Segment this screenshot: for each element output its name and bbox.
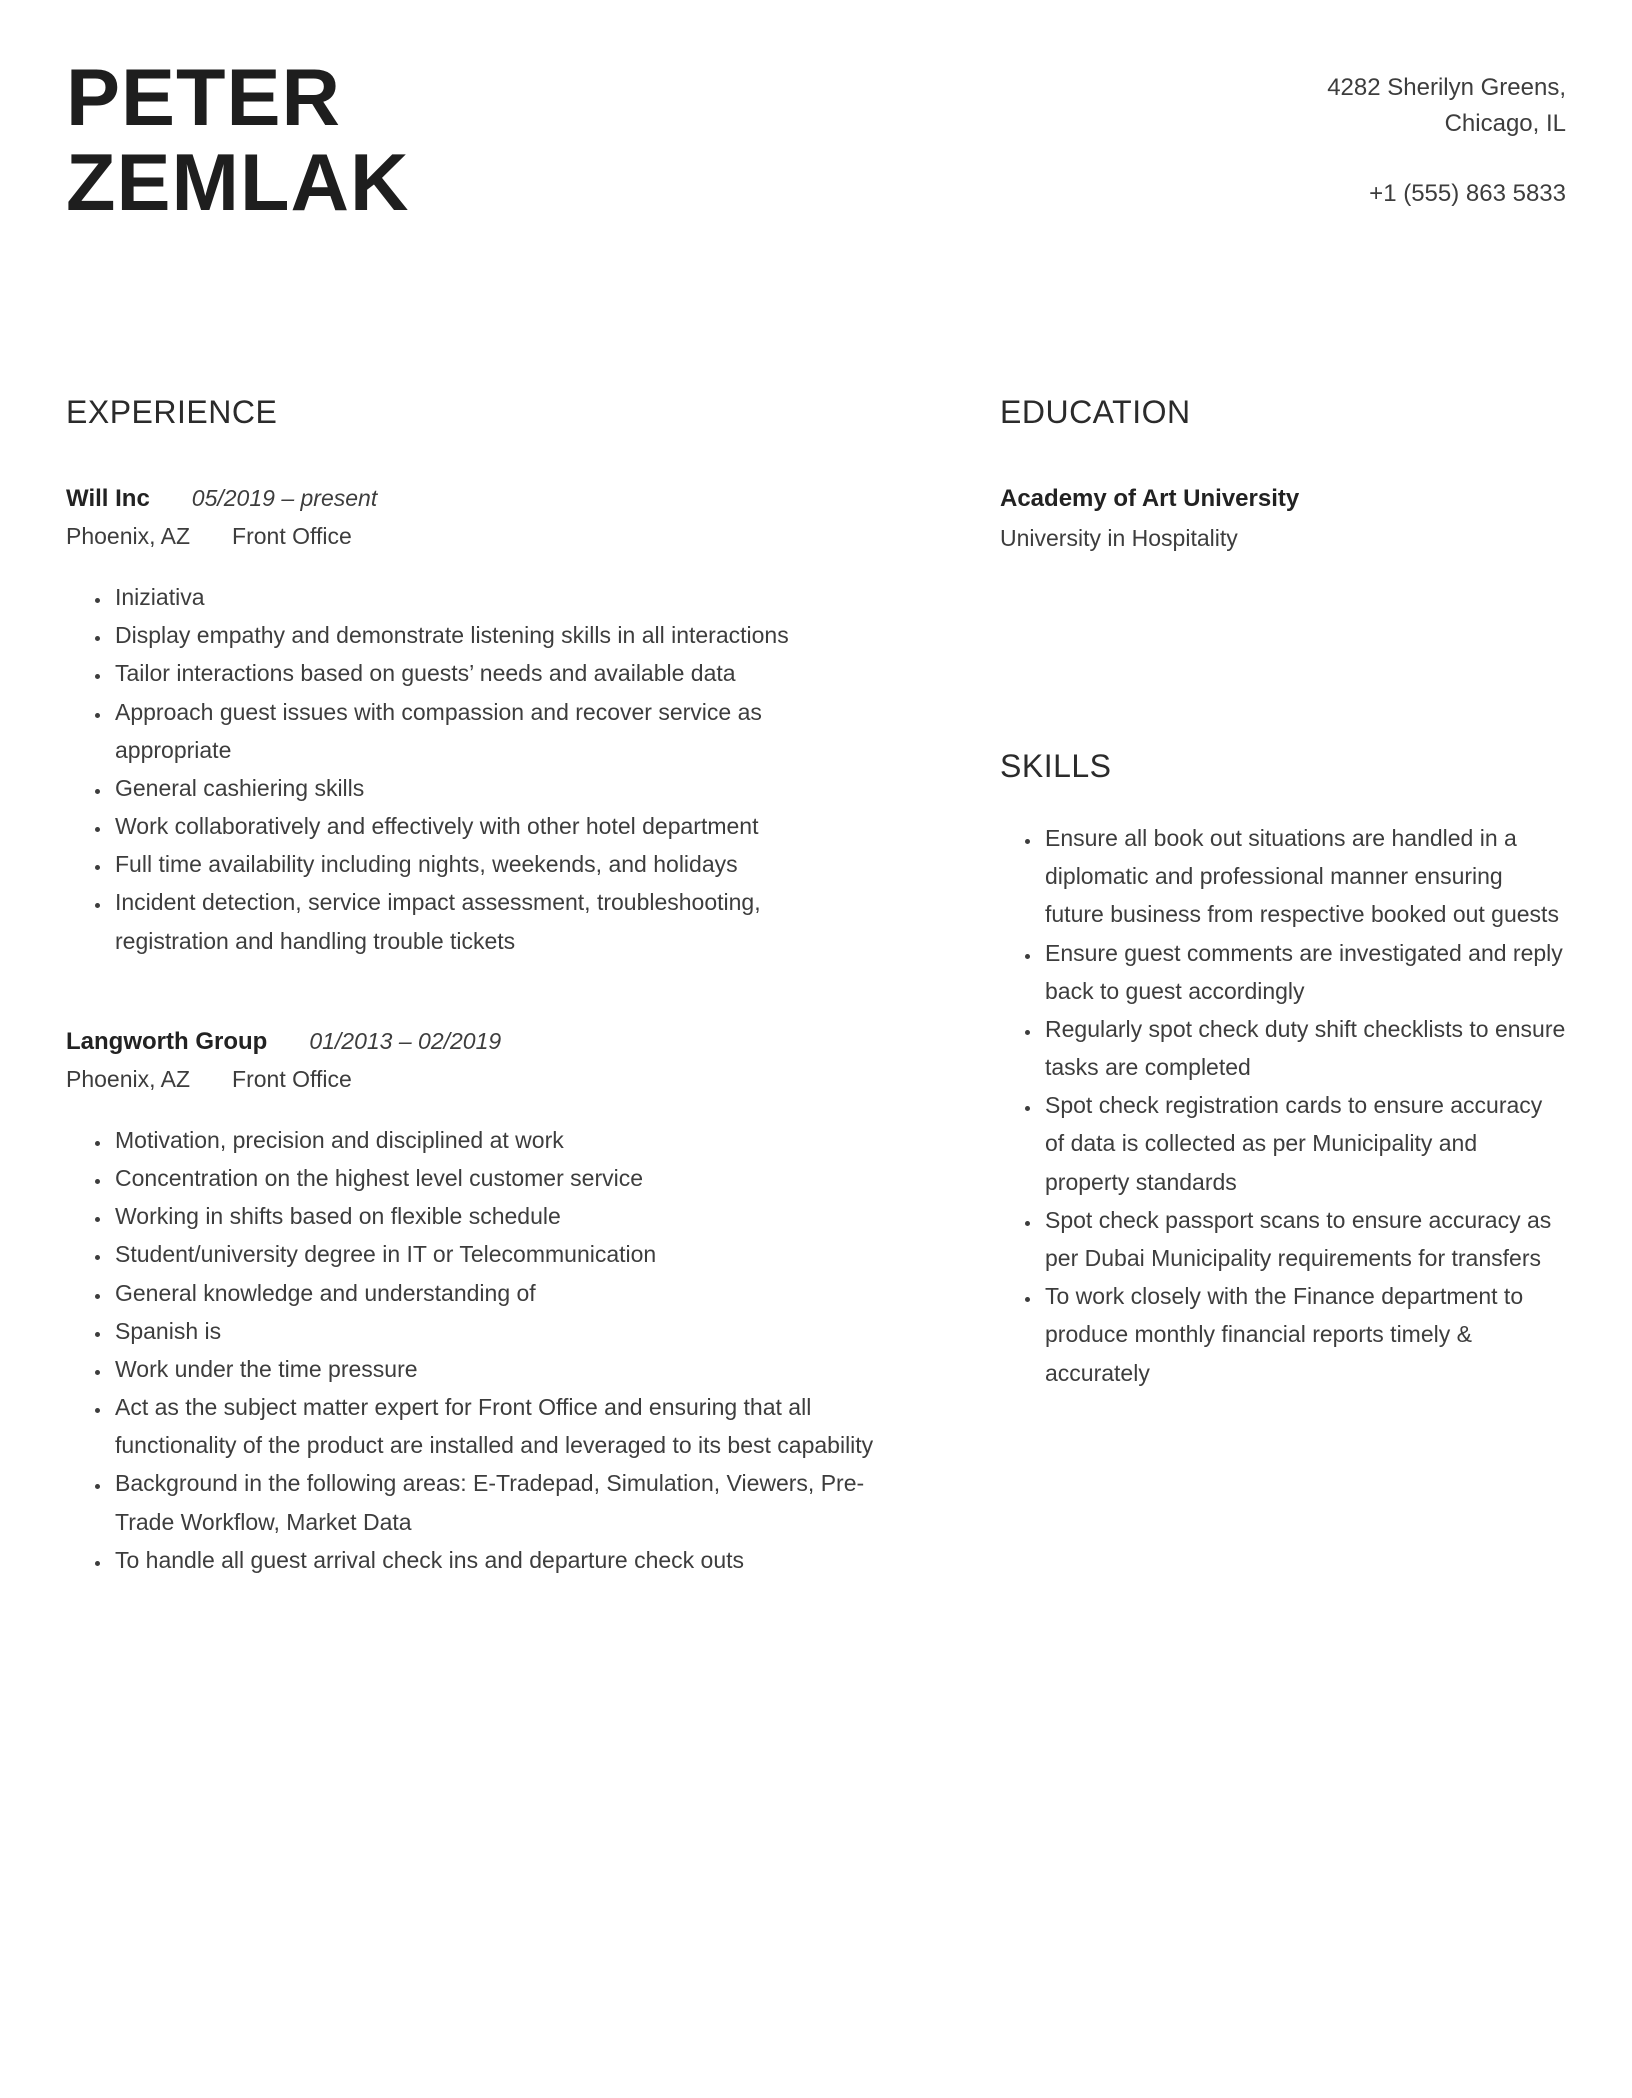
bullet-item: • Spanish is — [112, 1312, 878, 1350]
address-line-2: Chicago, IL — [1444, 110, 1566, 137]
bullet-item: • Ensure all book out situations are handled in a diplomatic and professional manner ensuring future business from respective booked out guests — [1042, 819, 1566, 934]
job-entry-langworth-group — [66, 1028, 878, 1579]
bullet-item: • Motivation, precision and disciplined at work — [112, 1121, 878, 1159]
bullet-item: • Full time availability including nights, weekends, and holidays — [112, 845, 878, 883]
experience-section-title: EXPERIENCE — [66, 394, 278, 431]
job-subheader — [66, 1066, 878, 1093]
phone-number: +1 (555) 863 5833 — [1369, 180, 1566, 207]
job-entry-will-inc — [66, 485, 878, 960]
education-entry — [1000, 485, 1566, 552]
school-name: Academy of Art University — [1000, 485, 1300, 513]
bullet-item: • To work closely with the Finance department to produce monthly financial reports timely & accurately — [1042, 1277, 1566, 1392]
skills-bullet-list — [1000, 819, 1566, 1392]
job-dates: 01/2013 – 02/2019 — [309, 1027, 502, 1054]
company-name: Will Inc — [66, 485, 150, 513]
candidate-name — [66, 53, 410, 229]
education-section-title: EDUCATION — [1000, 394, 1191, 431]
bullet-item: • Tailor interactions based on guests’ needs and available data — [112, 654, 878, 692]
job-location: Phoenix, AZ — [66, 523, 191, 550]
bullet-item: • General knowledge and understanding of — [112, 1274, 878, 1312]
bullet-item: • Spot check passport scans to ensure accuracy as per Dubai Municipality requirements for transfers — [1042, 1201, 1566, 1277]
bullet-item: • Spot check registration cards to ensure accuracy of data is collected as per Municipality and property standards — [1042, 1086, 1566, 1201]
job-role: Front Office — [232, 523, 352, 550]
bullet-item: • Working in shifts based on flexible schedule — [112, 1197, 878, 1235]
bullet-item: • Work collaboratively and effectively with other hotel department — [112, 807, 878, 845]
bullet-item: • General cashiering skills — [112, 769, 878, 807]
job-role: Front Office — [232, 1065, 352, 1092]
job-subheader — [66, 523, 878, 550]
job-bullet-list — [66, 1121, 878, 1579]
job-location: Phoenix, AZ — [66, 1065, 191, 1092]
bullet-item: • Incident detection, service impact assessment, troubleshooting, registration and handling trouble tickets — [112, 883, 878, 959]
skills-section-title: SKILLS — [1000, 748, 1112, 785]
job-header — [66, 1028, 878, 1056]
address-line-1: 4282 Sherilyn Greens, — [1327, 74, 1566, 101]
bullet-item: • Approach guest issues with compassion and recover service as appropriate — [112, 693, 878, 769]
candidate-name-line-1: PETER — [66, 53, 342, 143]
address — [1327, 70, 1566, 142]
bullet-item: • Display empathy and demonstrate listening skills in all interactions — [112, 616, 878, 654]
company-name: Langworth Group — [66, 1027, 268, 1055]
contact-info — [1327, 56, 1566, 212]
bullet-item: • Background in the following areas: E-Tradepad, Simulation, Viewers, Pre-Trade Workflow, Market Data — [112, 1464, 878, 1540]
bullet-item: • To handle all guest arrival check ins and departure check outs — [112, 1541, 878, 1579]
bullet-item: • Iniziativa — [112, 578, 878, 616]
job-dates: 05/2019 – present — [191, 485, 378, 512]
degree-name: University in Hospitality — [1000, 525, 1238, 552]
left-column — [66, 394, 878, 1579]
resume-header — [66, 53, 1566, 229]
bullet-item: • Work under the time pressure — [112, 1350, 878, 1388]
bullet-item: • Concentration on the highest level customer service — [112, 1159, 878, 1197]
bullet-item: • Regularly spot check duty shift checklists to ensure tasks are completed — [1042, 1010, 1566, 1086]
job-bullet-list — [66, 578, 878, 960]
bullet-item: • Student/university degree in IT or Telecommunication — [112, 1235, 878, 1273]
bullet-item: • Act as the subject matter expert for Front Office and ensuring that all functionality of the product are installed and leveraged to its best capability — [112, 1388, 878, 1464]
candidate-name-line-2: ZEMLAK — [66, 138, 410, 229]
job-header — [66, 485, 878, 513]
bullet-item: • Ensure guest comments are investigated and reply back to guest accordingly — [1042, 934, 1566, 1010]
right-column — [1000, 394, 1566, 1579]
content-columns — [66, 394, 1566, 1579]
